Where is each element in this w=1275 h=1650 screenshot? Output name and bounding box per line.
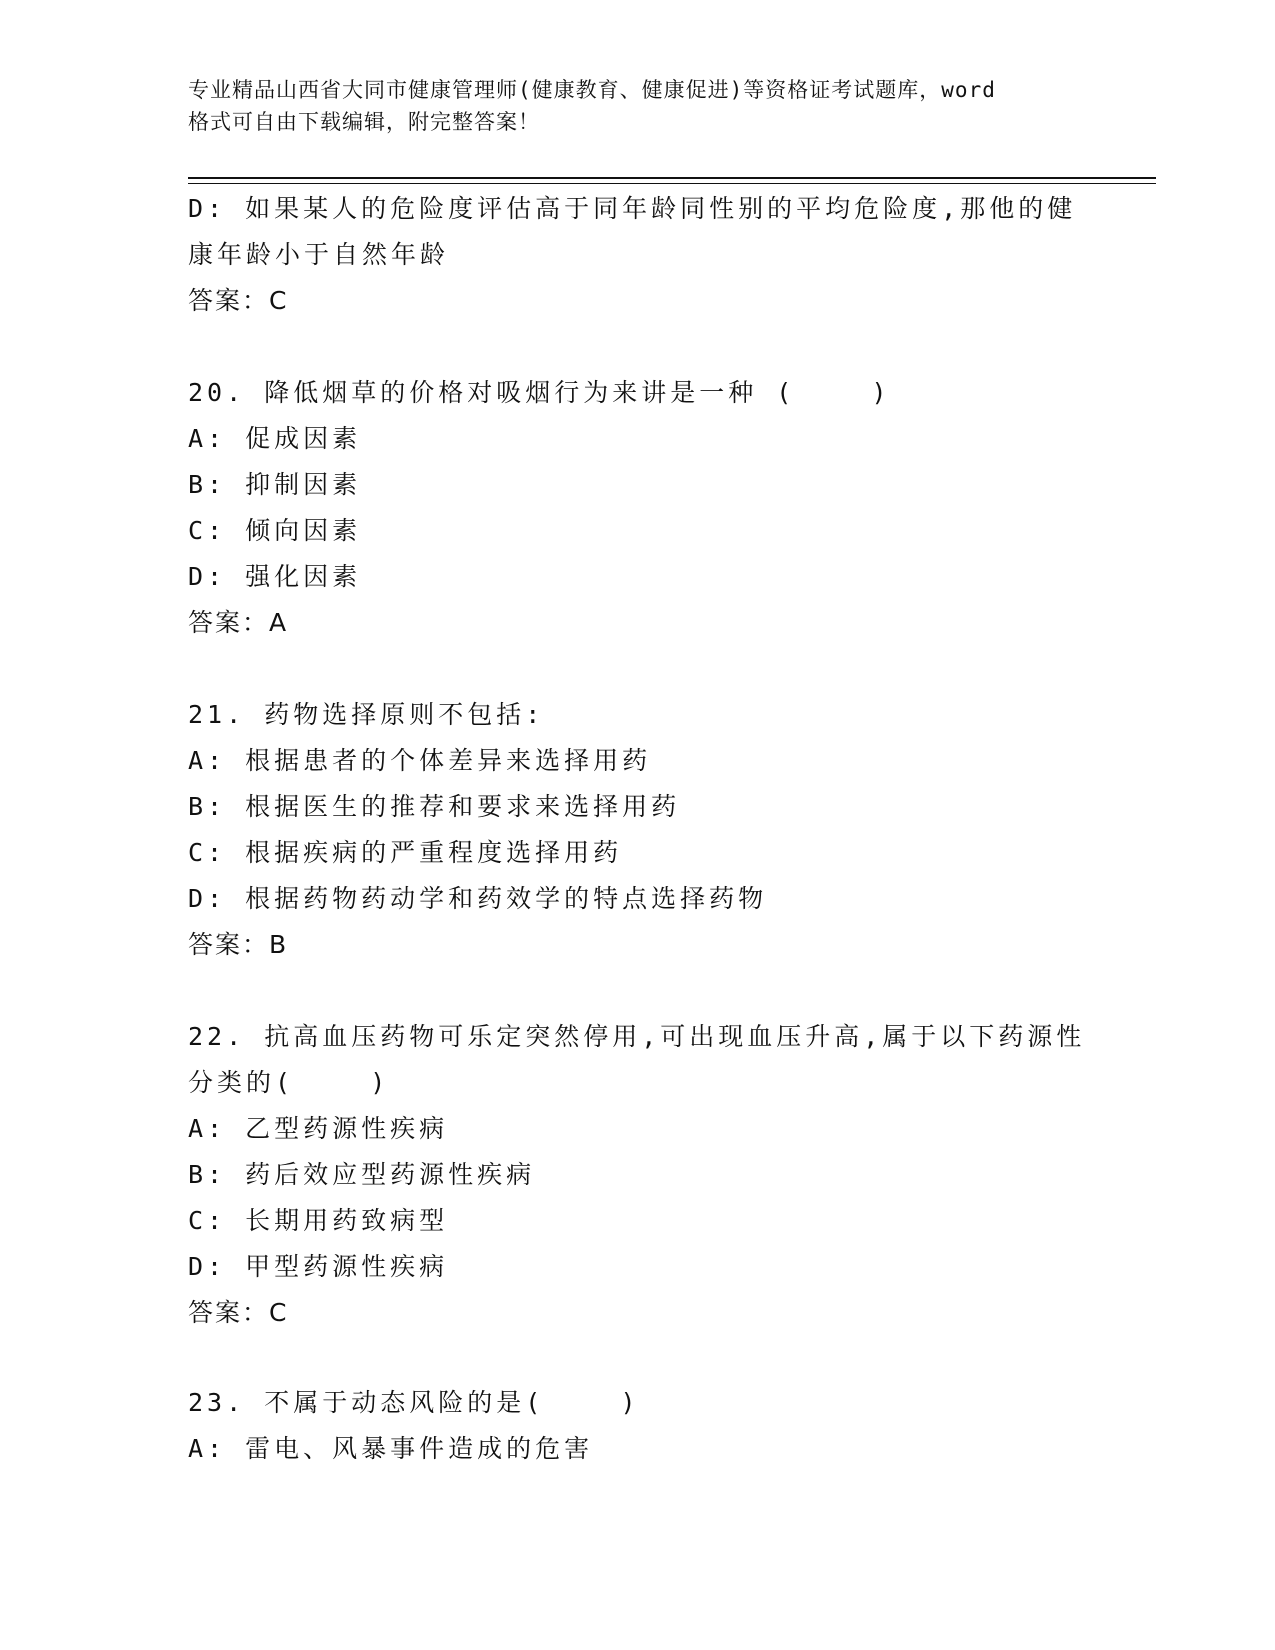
option-d: D: 如果某人的危险度评估高于同年龄同性别的平均危险度,那他的健 [188,194,1077,223]
carryover-question [188,186,1088,324]
header-line-2: 格式可自由下载编辑，附完整答案！ [188,110,540,134]
option-b: B: 药后效应型药源性疾病 [188,1160,536,1189]
question-23 [188,1380,1088,1472]
question-list [188,186,1088,1472]
answer: 答案：C [188,286,289,315]
question-stem-continued: 分类的( ) [188,1068,390,1097]
question-22 [188,1014,1088,1336]
option-a: A: 雷电、风暴事件造成的危害 [188,1434,594,1463]
option-a: A: 促成因素 [188,424,362,453]
question-stem: 20. 降低烟草的价格对吸烟行为来讲是一种 ( ) [188,378,891,407]
option-a: A: 乙型药源性疾病 [188,1114,449,1143]
document-header [188,74,1088,138]
option-d: D: 根据药物药动学和药效学的特点选择药物 [188,884,768,913]
header-line-1: 专业精品山西省大同市健康管理师(健康教育、健康促进)等资格证考试题库，word [188,78,996,102]
question-stem: 21. 药物选择原则不包括: [188,700,545,729]
option-d: D: 强化因素 [188,562,362,591]
option-d-continued: 康年龄小于自然年龄 [188,240,450,269]
option-c: C: 根据疾病的严重程度选择用药 [188,838,623,867]
question-20 [188,370,1088,646]
answer: 答案：B [188,930,289,959]
header-divider-thick [188,177,1156,179]
question-stem: 22. 抗高血压药物可乐定突然停用,可出现血压升高,属于以下药源性 [188,1022,1086,1051]
option-c: C: 倾向因素 [188,516,362,545]
option-b: B: 根据医生的推荐和要求来选择用药 [188,792,681,821]
question-stem: 23. 不属于动态风险的是( ) [188,1388,640,1417]
header-divider-thin [188,183,1156,184]
option-c: C: 长期用药致病型 [188,1206,449,1235]
option-a: A: 根据患者的个体差异来选择用药 [188,746,652,775]
answer: 答案：A [188,608,289,637]
option-b: B: 抑制因素 [188,470,362,499]
option-d: D: 甲型药源性疾病 [188,1252,449,1281]
answer: 答案：C [188,1298,289,1327]
question-21 [188,692,1088,968]
